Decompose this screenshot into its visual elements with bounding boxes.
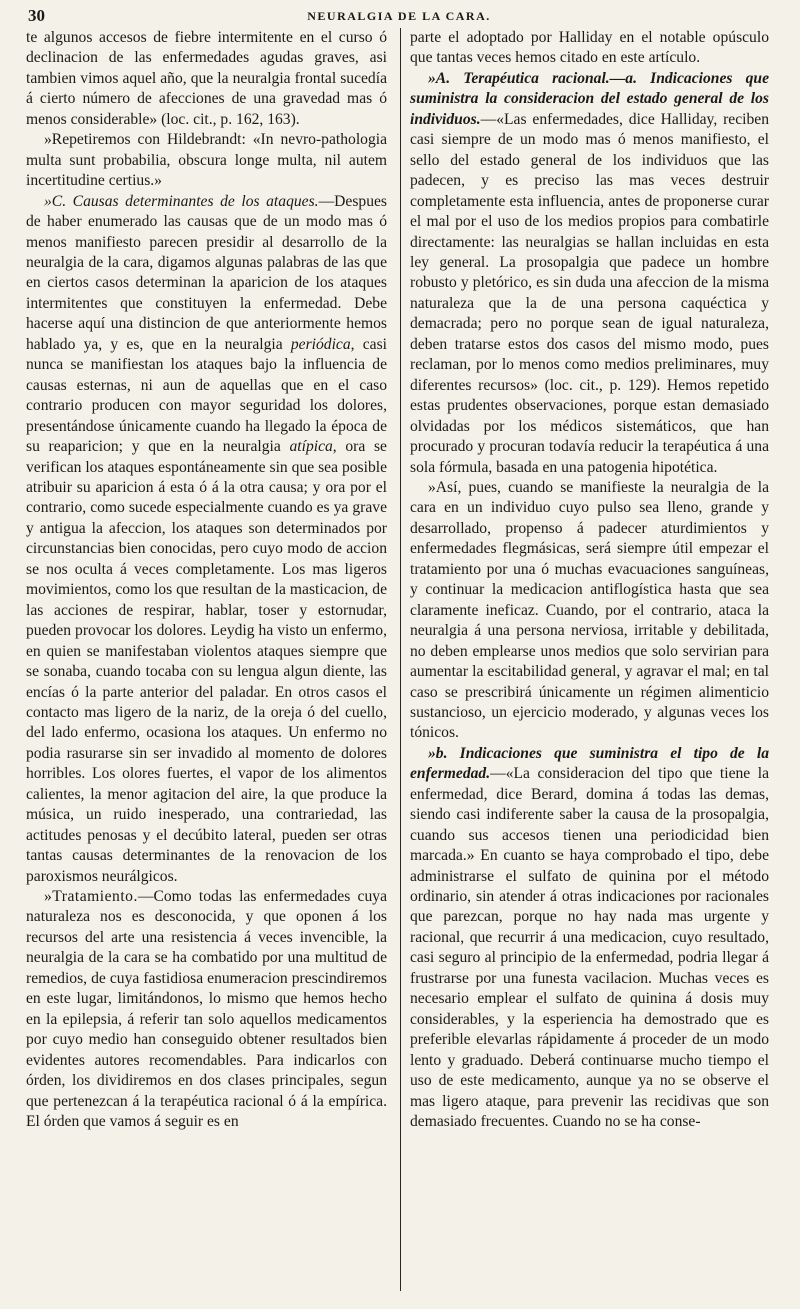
paragraph: parte el adoptado por Halliday en el notable opúsculo que tantas veces hemos citado en este artículo.: [410, 29, 769, 67]
paragraph: »Tratamiento.—Como todas las enfermedades cuya naturaleza nos es desconocida, y que oponen á los recursos del arte una resistencia á veces invencible, la neuralgia de la cara se ha combatido por una multitud de remedios, de cuya fastidiosa enumeracion prescindiremos en este lugar, limitándonos, lo mismo que hemos hecho en la epilepsia, á referir tan solo aquellos medicamentos por cuyo medio han conseguido obtener resultados bien evidentes autores recomendables. Para indicarlos con órden, los dividiremos en dos clases principales, segun que pertenezcan á la terapéutica racional ó á la empírica. El órden que vamos á seguir es en: [26, 888, 387, 1131]
emphasis: atípica: [289, 438, 333, 456]
paragraph: »Repetiremos con Hildebrandt: «In nevro-pathologia multa sunt probabilia, obscura longe multa, nil autem incertitudine certius.»: [26, 131, 387, 190]
right-column: [400, 28, 769, 1291]
section-heading: »C. Causas determinantes de los ataques.: [44, 192, 319, 210]
paragraph: »b. Indicaciones que suministra el tipo de la enfermedad.—«La consideracion del tipo que tiene la enfermedad, dice Berard, domina á todas las demas, siendo casi indiferente saber la causa de la prosopalgia, cuando sus accesos tienen una periodicidad bien marcada.» En cuanto se haya comprobado el tipo, debe administrarse el sulfato de quinina por el método ordinario, sin atender á otras indicaciones por racionales que parezcan, porque no hay nada mas urgente y racional, que recurrir á una medicacion, cuyo resultado, casi seguro al principio de la enfermedad, podria llegar á frustrarse por una funesta vacilacion. Muchas veces es necesario emplear el sulfato de quinina á dosis muy considerables, y la esperiencia ha demostrado que es preferible elevarlas rápidamente á proceder de un modo lento y graduado. Deberá continuarse mucho tiempo el uso de este medicamento, aunque ya no se observe el mas ligero ataque, para prevenir las recidivas que son demasiado frecuentes. Cuando no se ha conse-: [410, 744, 769, 1131]
text-columns: [26, 28, 774, 1291]
paragraph: te algunos accesos de fiebre intermitente en el curso ó declinacion de las enfermedades agudas graves, asi tambien vimos aquel año, que la neuralgia frontal sucedía á cierto número de afecciones de una gravedad mas ó menos considerable» (loc. cit., p. 162, 163).: [26, 29, 387, 128]
section-heading: »b. Indicaciones que suministra el tipo de la enfermedad.: [410, 744, 769, 783]
page-header: [28, 6, 770, 26]
page-number: 30: [28, 6, 45, 25]
paragraph: »A. Terapéutica racional.—a. Indicaciones que suministra la consideracion del estado general de los individuos.—«Las enfermedades, dice Halliday, reciben casi siempre de un modo mas ó menos manifiesto, el sello del estado general de los individuos que las padecen, y es preciso las mas veces destruir completamente esta influencia, antes de proponerse curar el mal por el uso de los medios propios para combatirle directamente: las neuralgias se hallan incluidas en esta ley general. La prosopalgia que padece un hombre robusto y pletórico, es sin duda una afeccion de la misma naturaleza que la de una persona caquéctica y demacrada; pero no porque sean de igual naturaleza, deben tratarse estos dos casos del mismo modo, pues reclaman, por lo menos como medios preliminares, muy diferentes recursos» (loc. cit., p. 129). Hemos repetido estas prudentes observaciones, porque estan demasiado olvidadas por los médicos sistemáticos, que han procurado y procuran todavía reducir la terapéutica á una sola fórmula, basada en una patogenia hipotética.: [410, 69, 769, 476]
section-heading: »Tratamiento.: [44, 888, 138, 906]
paragraph: »C. Causas determinantes de los ataques.—Despues de haber enumerado las causas que de un modo mas ó menos manifiesto parecen presidir al desarrollo de la neuralgia de la cara, digamos algunas palabras de las que en ciertos casos determinan la aparicion de los ataques intermitentes que constituyen la enfermedad. Debe hacerse aquí una distincion de que anteriormente hemos hablado ya, y es, que en la neuralgia periódica, casi nunca se manifiestan los ataques bajo la influencia de causas esternas, ni aun de aquellas que en el caso contrario producen con mayor seguridad los dolores, presentándose únicamente cuando ha llegado la época de su reaparicion; y que en la neuralgia atípica, ora se verifican los ataques espontáneamente sin que sea posible atribuir su aparicion á esta ó á la otra causa; y ora por el contrario, como sucede especialmente cuando es ya grave y antigua la afeccion, los ataques son determinados por circunstancias bien conocidas, pero cuyo modo de accion se nos oculta á veces completamente. Los mas ligeros movimientos, como los que resultan de la masticacion, de las acciones de respirar, hablar, toser y estornudar, pueden provocar los dolores. Leydig ha visto un enfermo, en quien se manifestaban violentos ataques siempre que se sonaba, cuando tocaba con su lengua algun diente, las encías ó la parte anterior del paladar. En otros casos el contacto mas ligero de la nariz, de la oreja ó del cuello, del lado enfermo, ocasiona los ataques. Un enfermo no podia rasurarse sin ser invadido al momento de dolores horribles. Los olores fuertes, el vapor de los alimentos calientes, la menor agitacion del aire, la que produce la música, un ruido inesperado, una contrariedad, las actitudes penosas y el decúbito lateral, pueden ser otras tantas causas determinantes de la renovacion de los paroxismos neurálgicos.: [26, 192, 387, 885]
paragraph: »Así, pues, cuando se manifieste la neuralgia de la cara en un individuo cuyo pulso sea lleno, grande y desarrollado, propenso á padecer aturdimientos y enfermedades flegmásicas, será siempre útil empezar el tratamiento por una ó muchas evacuaciones sanguíneas, y continuar la medicacion antiflogística hasta que sea claramente ineficaz. Cuando, por el contrario, ataca la neuralgia á una persona nerviosa, irritable y debilitada, no deben emplearse unos medios que solo servirian para aumentar la escitabilidad general, y agravar el mal; en tal caso se prescribirá únicamente un régimen alimenticio sustancioso, un ejercicio moderado, y algunas veces los tónicos.: [410, 478, 769, 742]
left-column: [26, 28, 395, 1291]
section-heading: »A. Terapéutica racional.—a. Indicaciones que suministra la consideracion del estado general de los individuos.: [410, 69, 769, 128]
emphasis: periódica: [290, 335, 351, 353]
running-head: NEURALGIA DE LA CARA.: [307, 9, 491, 23]
